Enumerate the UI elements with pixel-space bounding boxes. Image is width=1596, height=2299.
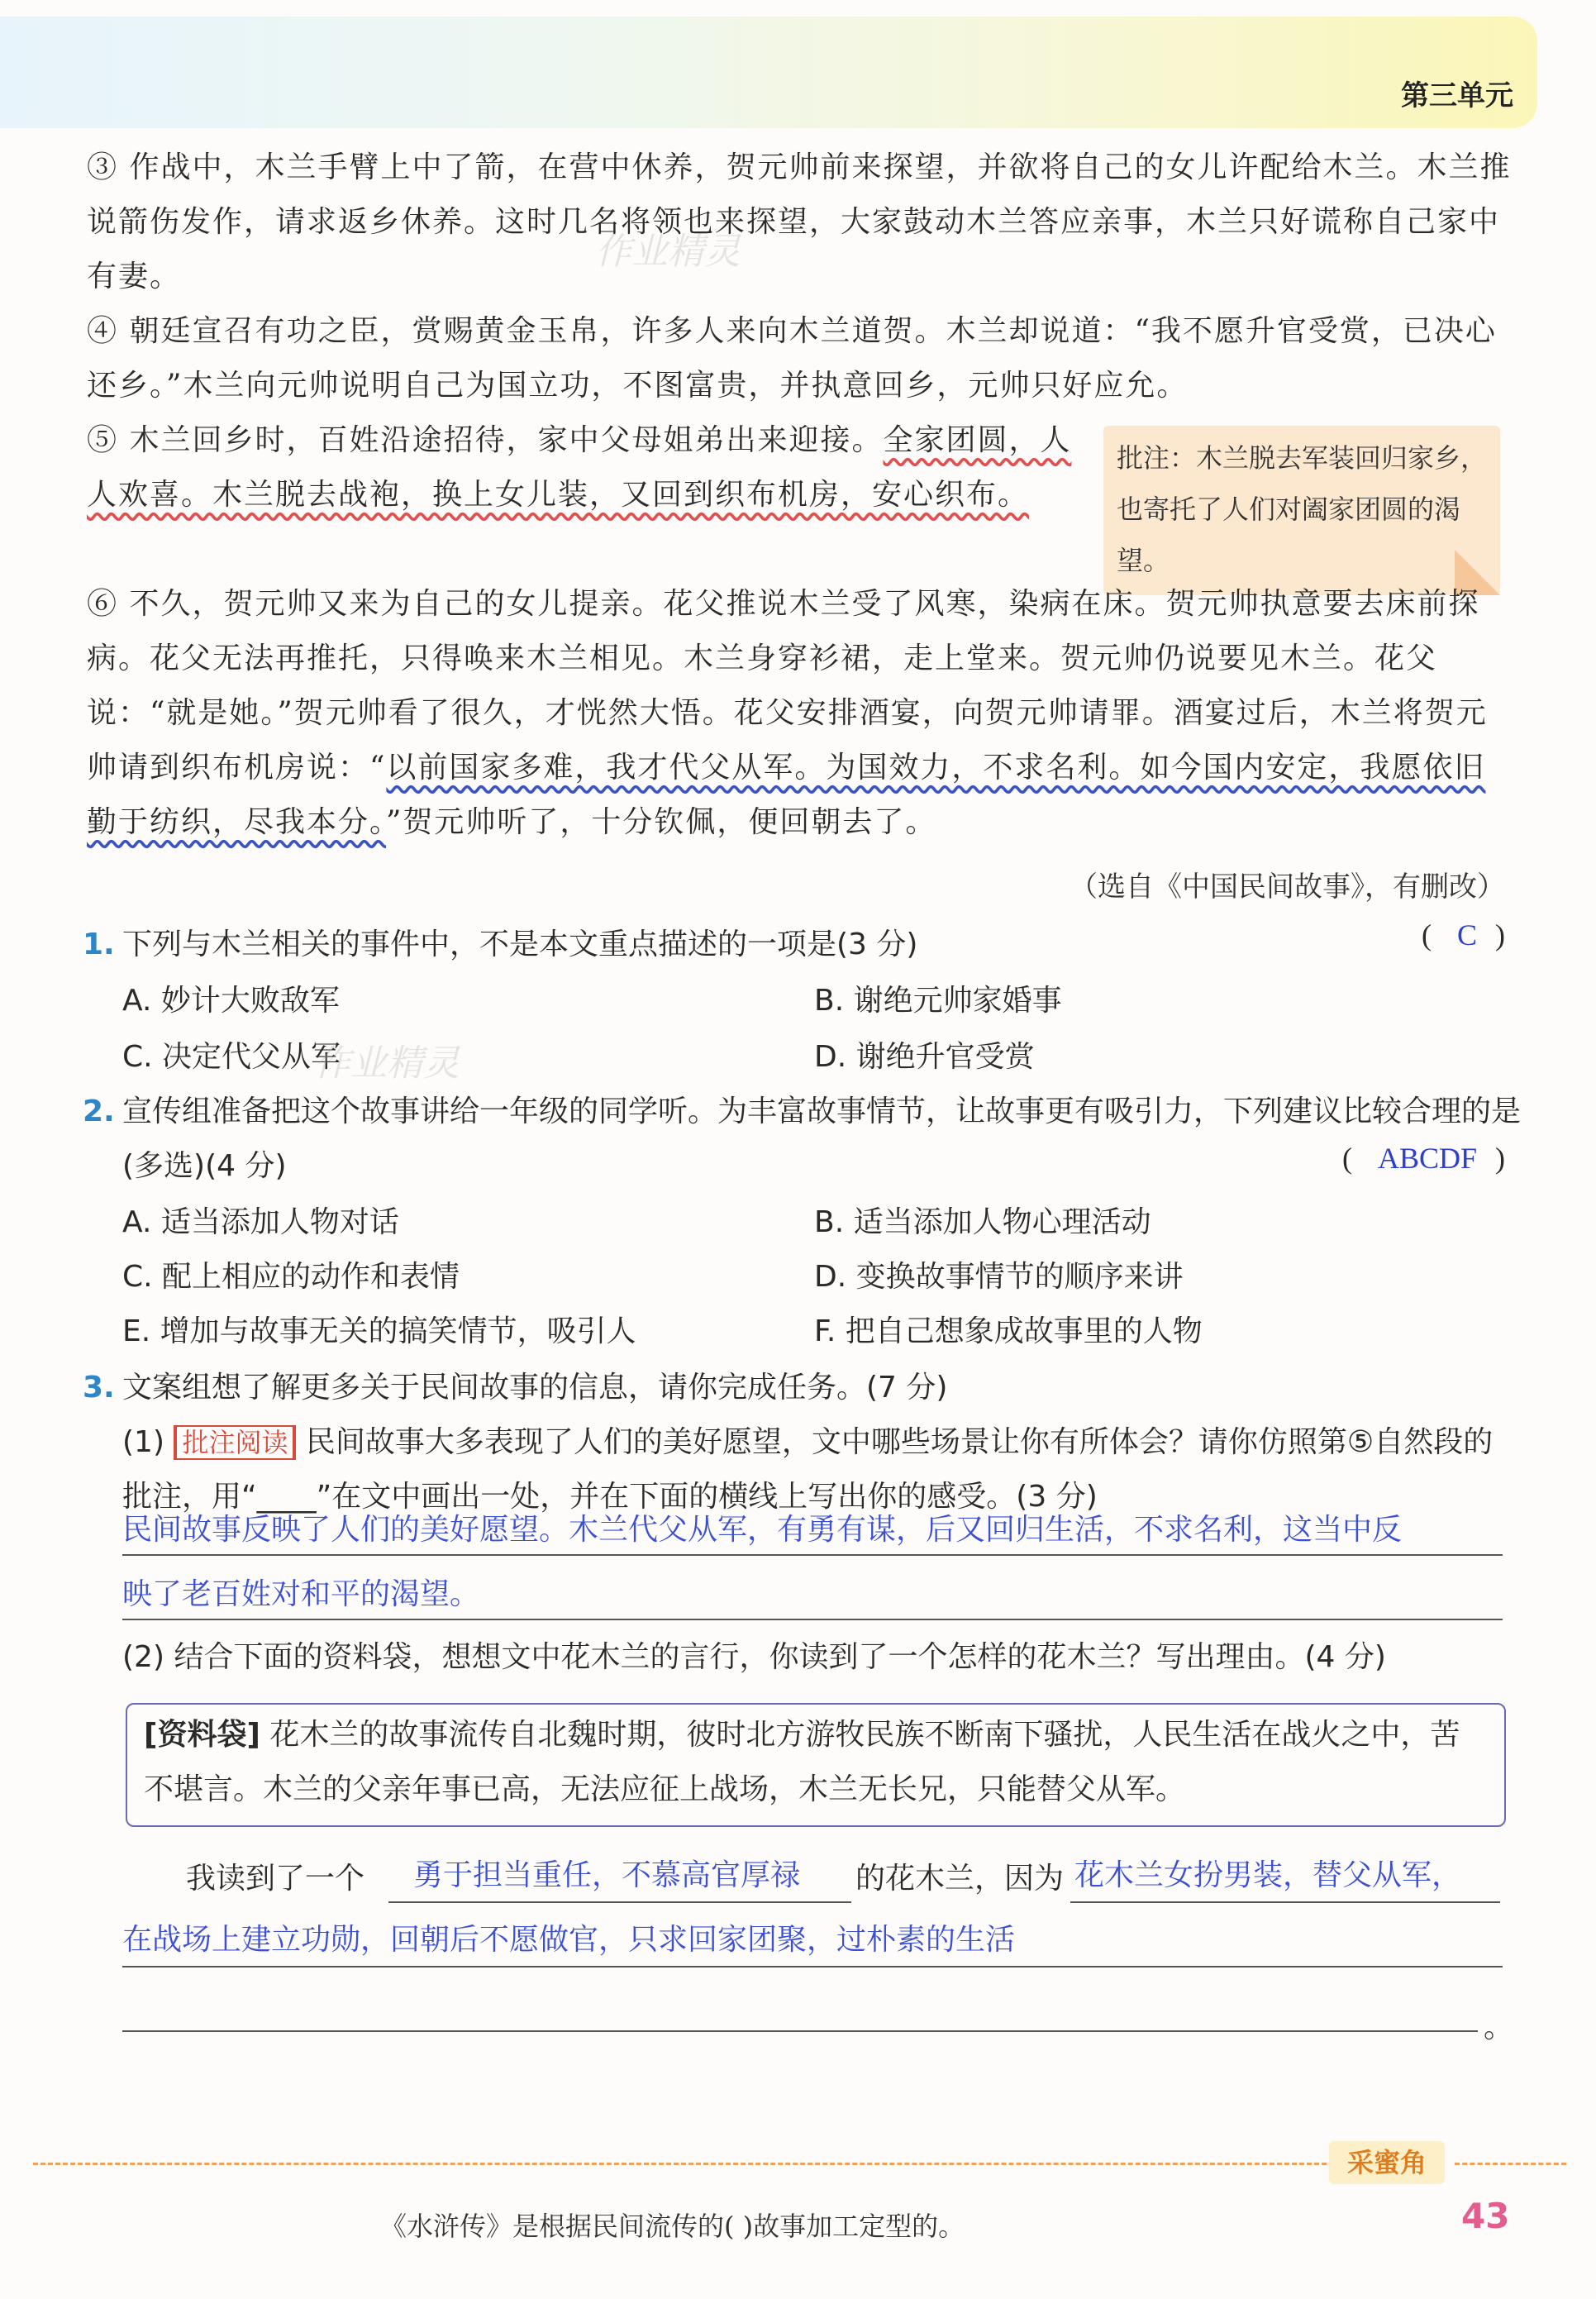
story-paragraph-3: ③ 作战中，木兰手臂上中了箭，在营中休养，贺元帅前来探望，并欲将自己的女儿许配给木兰。木兰推说箭伤发作，请求返乡休养。这时几名将领也来探望，大家鼓动木兰答应亲事，木兰只好谎称自己家中有妻。 [87, 150, 1512, 293]
q2-option-b: B. 适当添加人物心理活动 [814, 1205, 1151, 1239]
q1-option-c: C. 决定代父从军 [122, 1040, 341, 1074]
q2-option-e: E. 增加与故事无关的搞笑情节，吸引人 [122, 1314, 636, 1348]
q1-answer: ( C ) [1421, 918, 1505, 952]
info-box [126, 1703, 1506, 1827]
q2-answer-value: ABCDF [1377, 1142, 1477, 1175]
footer-divider-right [1455, 2163, 1566, 2165]
fill-reason-2: 在战场上建立功勋，回朝后不愿做官，只求回家团聚，过朴素的生活 [122, 1923, 1016, 1957]
q1-number: 1. [83, 928, 115, 961]
watermark: 作业精灵 [595, 231, 741, 273]
p5-text: ⑤ 木兰回乡时，百姓沿途招待，家中父母姐弟出来迎接。 [87, 423, 884, 457]
fill-underline [388, 1901, 851, 1903]
q2-text: 宣传组准备把这个故事讲给一年级的同学听。为丰富故事情节，让故事更有吸引力，下列建议比较合理的是(多选)(4 分) [122, 1095, 1522, 1183]
answer-line-2 [122, 1619, 1503, 1620]
question-1 [83, 918, 1521, 972]
fill-end: 。 [1484, 2010, 1514, 2044]
story-paragraph-6 [87, 577, 1517, 850]
story-source: （选自《中国民间故事》，有删改） [1070, 870, 1505, 904]
q1-option-d: D. 谢绝升官受赏 [814, 1040, 1035, 1074]
q3-part-1-label: (1) [122, 1425, 164, 1459]
q2-number: 2. [83, 1095, 115, 1128]
q3-part-1-answer-line-2: 映了老百姓对和平的渴望。 [122, 1577, 480, 1611]
q1-option-a: A. 妙计大败敌军 [122, 984, 340, 1018]
question-3 [83, 1361, 1521, 1415]
p6-end: ”贺元帅听了，十分钦佩，便回朝去了。 [386, 805, 937, 839]
q3-number: 3. [83, 1371, 115, 1405]
p6-text: ⑥ 不久，贺元帅又来为自己的女儿提亲。花父推说木兰受了风寒，染病在床。贺元帅执意要去床前探病。花父无法再推托，只得唤来木兰相见。木兰身穿衫裙，走上堂来。贺元帅仍说要见木兰。花父说：“就是她。”贺元帅看了很久，才恍然大悟。花父安排酒宴，向贺元帅请罪。酒宴过后，木兰将贺元帅请到织布机房说：“ [87, 587, 1488, 785]
p6-underlined: 以前国家多难，我才代父从军。为国效力，不求名利。如今国内安定，我愿依旧勤于纺织，尽我本分。 [87, 751, 1486, 839]
answer-line-3 [122, 1966, 1503, 1968]
q3-part-2: (2) 结合下面的资料袋，想想文中花木兰的言行，你读到了一个怎样的花木兰？写出理由。(4 分) [122, 1640, 1386, 1674]
q3-part-1-answer-line-1: 民间故事反映了人们的美好愿望。木兰代父从军，有勇有谋，后又回归生活，不求名利，这当中反 [122, 1513, 1403, 1547]
q2-option-d: D. 变换故事情节的顺序来讲 [814, 1260, 1184, 1294]
q1-option-b: B. 谢绝元帅家婚事 [814, 984, 1062, 1018]
footer-question: 《水浒传》是根据民间流传的( )故事加工定型的。 [380, 2211, 965, 2242]
info-box-tag: [资料袋] [144, 1718, 260, 1752]
fill-prefix: 我读到了一个 [186, 1862, 365, 1896]
annotation-note: 批注：木兰脱去军装回归家乡，也寄托了人们对阖家团圆的渴望。 [1103, 426, 1500, 595]
footer-label: 采蜜角 [1329, 2141, 1445, 2184]
annotation-reading-tag: 批注阅读 [174, 1425, 296, 1460]
footer-divider [33, 2163, 1327, 2165]
page-number: 43 [1461, 2196, 1510, 2236]
q2-answer: ( ABCDF ) [1341, 1142, 1505, 1175]
unit-title: 第三单元 [1401, 79, 1513, 112]
info-box-text: 花木兰的故事流传自北魏时期，彼时北方游牧民族不断南下骚扰，人民生活在战火之中，苦不堪言。木兰的父亲年事已高，无法应征上战场，木兰无长兄，只能替父从军。 [144, 1718, 1460, 1806]
watermark: 作业精灵 [314, 1042, 460, 1085]
q2-option-c: C. 配上相应的动作和表情 [122, 1260, 460, 1294]
fill-reason-underline [1070, 1901, 1500, 1903]
q2-option-a: A. 适当添加人物对话 [122, 1205, 399, 1239]
q1-answer-value: C [1456, 918, 1477, 952]
answer-line-1 [122, 1554, 1503, 1556]
q3-text: 文案组想了解更多关于民间故事的信息，请你完成任务。(7 分) [122, 1371, 948, 1405]
q3-part-1-text: 民间故事大多表现了人们的美好愿望，文中哪些场景让你有所体会？请你仿照第⑤自然段的批注，用“____”在文中画出一处，并在下面的横线上写出你的感受。(3 分) [122, 1425, 1494, 1514]
answer-line-4 [122, 2030, 1478, 2032]
q2-option-f: F. 把自己想象成故事里的人物 [814, 1314, 1203, 1348]
fill-reason-1: 花木兰女扮男装，替父从军， [1074, 1858, 1462, 1892]
story-paragraph-5 [87, 413, 1091, 522]
q1-text: 下列与木兰相关的事件中，不是本文重点描述的一项是(3 分) [122, 928, 918, 961]
fill-answer: 勇于担当重任，不慕高官厚禄 [413, 1858, 801, 1892]
fill-mid: 的花木兰，因为 [855, 1862, 1065, 1896]
p5-underlined: 全家团圆，人人欢喜。木兰脱去战袍，换上女儿装，又回到织布机房，安心织布。 [87, 423, 1072, 512]
header-band [0, 17, 1537, 128]
story-paragraph-4: ④ 朝廷宣召有功之臣，赏赐黄金玉帛，许多人来向木兰道贺。木兰却说道：“我不愿升官受赏，已决心还乡。”木兰向元帅说明自己为国立功，不图富贵，并执意回乡，元帅只好应允。 [87, 314, 1497, 403]
